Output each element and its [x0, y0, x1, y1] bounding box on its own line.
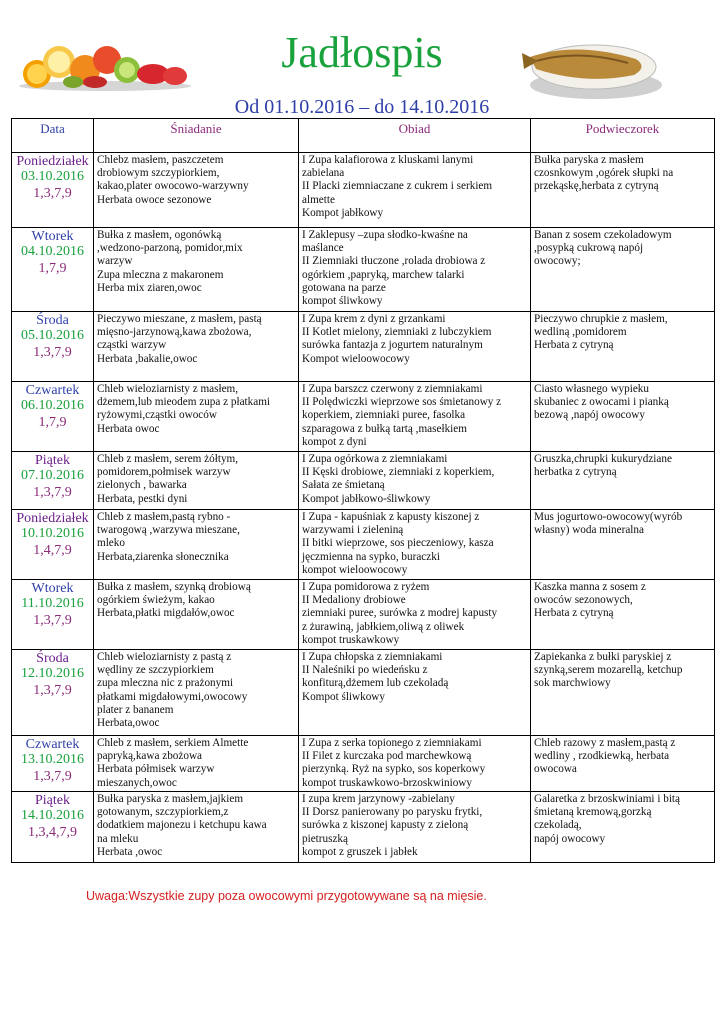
lunch-cell: I Zupa kalafiorowa z kluskami lanymi zabielana II Placki ziemniaczane z cukrem i serkiem almette Kompot jabłkowy [299, 153, 531, 228]
table-row [12, 382, 715, 452]
day-name: Czwartek [25, 383, 80, 398]
lunch-cell: I Zupa ogórkowa z ziemniakami II Kęski drobiowe, ziemniaki z koperkiem, Sałata ze śmietaną Kompot jabłkowo-śliwkowy [299, 452, 531, 510]
breakfast-cell: Chleb wieloziarnisty z masłem, dżemem,lub mieodem zupa z płatkami ryżowymi,cząstki owoców Herbata owoc [94, 382, 299, 452]
snack-cell: Banan z sosem czekoladowym ,posypką cukrową napój owocowy; [531, 228, 715, 312]
table-row [12, 510, 715, 580]
snack-cell: Kaszka manna z sosem z owoców sezonowych, Herbata z cytryną [531, 580, 715, 650]
allergen-codes: 1,3,4,7,9 [28, 825, 77, 840]
day-name: Poniedziałek [16, 154, 89, 169]
day-cell [12, 228, 94, 312]
breakfast-cell: Chleb z masłem, serkiem Almette papryką,kawa zbożowa Herbata półmisek warzyw mieszanych,owoc [94, 736, 299, 792]
allergen-codes: 1,3,7,9 [33, 186, 72, 201]
day-cell [12, 153, 94, 228]
column-header-breakfast: Śniadanie [94, 119, 299, 153]
day-name: Wtorek [31, 581, 74, 596]
day-name: Środa [36, 313, 69, 328]
day-name: Piątek [35, 793, 70, 808]
snack-cell: Ciasto własnego wypieku skubaniec z owocami i pianką bezową ,napój owocowy [531, 382, 715, 452]
table-row [12, 312, 715, 382]
day-cell [12, 650, 94, 736]
day-cell [12, 312, 94, 382]
day-name: Czwartek [25, 737, 80, 752]
snack-cell: Gruszka,chrupki kukurydziane herbatka z cytryną [531, 452, 715, 510]
lunch-cell: I Zupa - kapuśniak z kapusty kiszonej z warzywami i zieleniną II bitki wieprzowe, sos pieczeniowy, kasza jęczmienna na sypko, buraczki kompot wieloowocowy [299, 510, 531, 580]
allergen-codes: 1,3,7,9 [33, 683, 72, 698]
table-row [12, 580, 715, 650]
footer-note: Uwaga:Wszystkie zupy poza owocowymi przygotowywane są na mięsie. [86, 889, 487, 903]
table-row [12, 650, 715, 736]
breakfast-cell: Bułka z masłem, szynką drobiową ogórkiem świeżym, kakao Herbata,płatki migdałów,owoc [94, 580, 299, 650]
lunch-cell: I Zupa chłopska z ziemniakami II Naleśniki po wiedeńsku z konfiturą,dżemem lub czekoladą Kompot śliwkowy [299, 650, 531, 736]
lunch-cell: I Zupa barszcz czerwony z ziemniakami II Polędwiczki wieprzowe sos śmietanowy z koperkiem, ziemniaki puree, fasolka szparagowa z bułką tartą ,masełkiem kompot z dyni [299, 382, 531, 452]
day-cell [12, 510, 94, 580]
allergen-codes: 1,3,7,9 [33, 613, 72, 628]
day-name: Piątek [35, 453, 70, 468]
lunch-cell: I Zupa z serka topionego z ziemniakami II Filet z kurczaka pod marchewkową pierzynką. Ryż na sypko, sos koperkowy kompot truskawkowo-brzoskwiniowy [299, 736, 531, 792]
snack-cell: Pieczywo chrupkie z masłem, wedliną ,pomidorem Herbata z cytryną [531, 312, 715, 382]
table-header-row [12, 119, 715, 153]
page-title: Jadłospis [281, 28, 443, 77]
breakfast-cell: Chleb z masłem, serem żółtym, pomidorem,połmisek warzyw zielonych , bawarka Herbata, pestki dyni [94, 452, 299, 510]
day-date: 14.10.2016 [21, 808, 84, 823]
table-row [12, 228, 715, 312]
allergen-codes: 1,3,7,9 [33, 485, 72, 500]
day-date: 10.10.2016 [21, 526, 84, 541]
lunch-cell: I Zupa pomidorowa z ryżem II Medaliony drobiowe ziemniaki puree, surówka z modrej kapusty z żurawiną, jabłkiem,oliwą z oliwek kompot truskawkowy [299, 580, 531, 650]
day-date: 07.10.2016 [21, 468, 84, 483]
day-date: 12.10.2016 [21, 666, 84, 681]
day-cell [12, 736, 94, 792]
breakfast-cell: Bułka paryska z masłem,jajkiem gotowanym, szczypiorkiem,z dodatkiem majonezu i ketchupu kawa na mleku Herbata ,owoc [94, 792, 299, 863]
table-row [12, 736, 715, 792]
table-row [12, 452, 715, 510]
allergen-codes: 1,7,9 [38, 415, 67, 430]
breakfast-cell: Bułka z masłem, ogonówką ,wedzono-parzoną, pomidor,mix warzyw Zupa mleczna z makaronem Herba mix ziaren,owoc [94, 228, 299, 312]
column-header-snack: Podwieczorek [531, 119, 715, 153]
snack-cell: Galaretka z brzoskwiniami i bitą śmietaną kremową,gorzką czekoladą, napój owocowy [531, 792, 715, 863]
table-row [12, 153, 715, 228]
column-header-lunch: Obiad [299, 119, 531, 153]
allergen-codes: 1,7,9 [38, 261, 67, 276]
day-date: 06.10.2016 [21, 398, 84, 413]
day-name: Środa [36, 651, 69, 666]
day-name: Wtorek [31, 229, 74, 244]
snack-cell: Mus jogurtowo-owocowy(wyrób własny) woda mineralna [531, 510, 715, 580]
snack-cell: Chleb razowy z masłem,pastą z wedliny , rzodkiewką, herbata owocowa [531, 736, 715, 792]
lunch-cell: I zupa krem jarzynowy -zabielany II Dorsz panierowany po parysku frytki, surówka z kiszonej kapusty z zieloną pietruszką kompot z gruszek i jabłek [299, 792, 531, 863]
snack-cell: Bułka paryska z masłem czosnkowym ,ogórek słupki na przekąskę,herbata z cytryną [531, 153, 715, 228]
day-date: 11.10.2016 [21, 596, 84, 611]
day-date: 04.10.2016 [21, 244, 84, 259]
day-cell [12, 580, 94, 650]
snack-cell: Zapiekanka z bułki paryskiej z szynką,serem mozarellą, ketchup sok marchwiowy [531, 650, 715, 736]
breakfast-cell: Chlebz masłem, paszczetem drobiowym szczypiorkiem, kakao,plater owocowo-warzywny Herbata owoce sezonowe [94, 153, 299, 228]
column-header-date: Data [12, 119, 94, 153]
allergen-codes: 1,4,7,9 [33, 543, 72, 558]
allergen-codes: 1,3,7,9 [33, 769, 72, 784]
day-name: Poniedziałek [16, 511, 89, 526]
menu-table [11, 118, 715, 863]
day-cell [12, 382, 94, 452]
table-row [12, 792, 715, 863]
day-date: 03.10.2016 [21, 169, 84, 184]
day-cell [12, 452, 94, 510]
day-date: 13.10.2016 [21, 752, 84, 767]
lunch-cell: I Zupa krem z dyni z grzankami II Kotlet mielony, ziemniaki z lubczykiem surówka fantazja z jogurtem naturalnym Kompot wieloowocowy [299, 312, 531, 382]
breakfast-cell: Chleb wieloziarnisty z pastą z wędliny ze szczypiorkiem zupa mleczna nic z prażonymi płatkami migdałowymi,owocowy plater z bananem Herbata,owoc [94, 650, 299, 736]
lunch-cell: I Zaklepusy –zupa słodko-kwaśne na maślance II Ziemniaki tłuczone ,rolada drobiowa z ogórkiem ,papryką, marchew talarki gotowana na parze kompot śliwkowy [299, 228, 531, 312]
breakfast-cell: Chleb z masłem,pastą rybno - twarogową ,warzywa mieszane, mleko Herbata,ziarenka słonecznika [94, 510, 299, 580]
date-range: Od 01.10.2016 – do 14.10.2016 [234, 96, 490, 118]
breakfast-cell: Pieczywo mieszane, z masłem, pastą mięsno-jarzynową,kawa zbożowa, cząstki warzyw Herbata ,bakalie,owoc [94, 312, 299, 382]
day-date: 05.10.2016 [21, 328, 84, 343]
day-cell [12, 792, 94, 863]
allergen-codes: 1,3,7,9 [33, 345, 72, 360]
